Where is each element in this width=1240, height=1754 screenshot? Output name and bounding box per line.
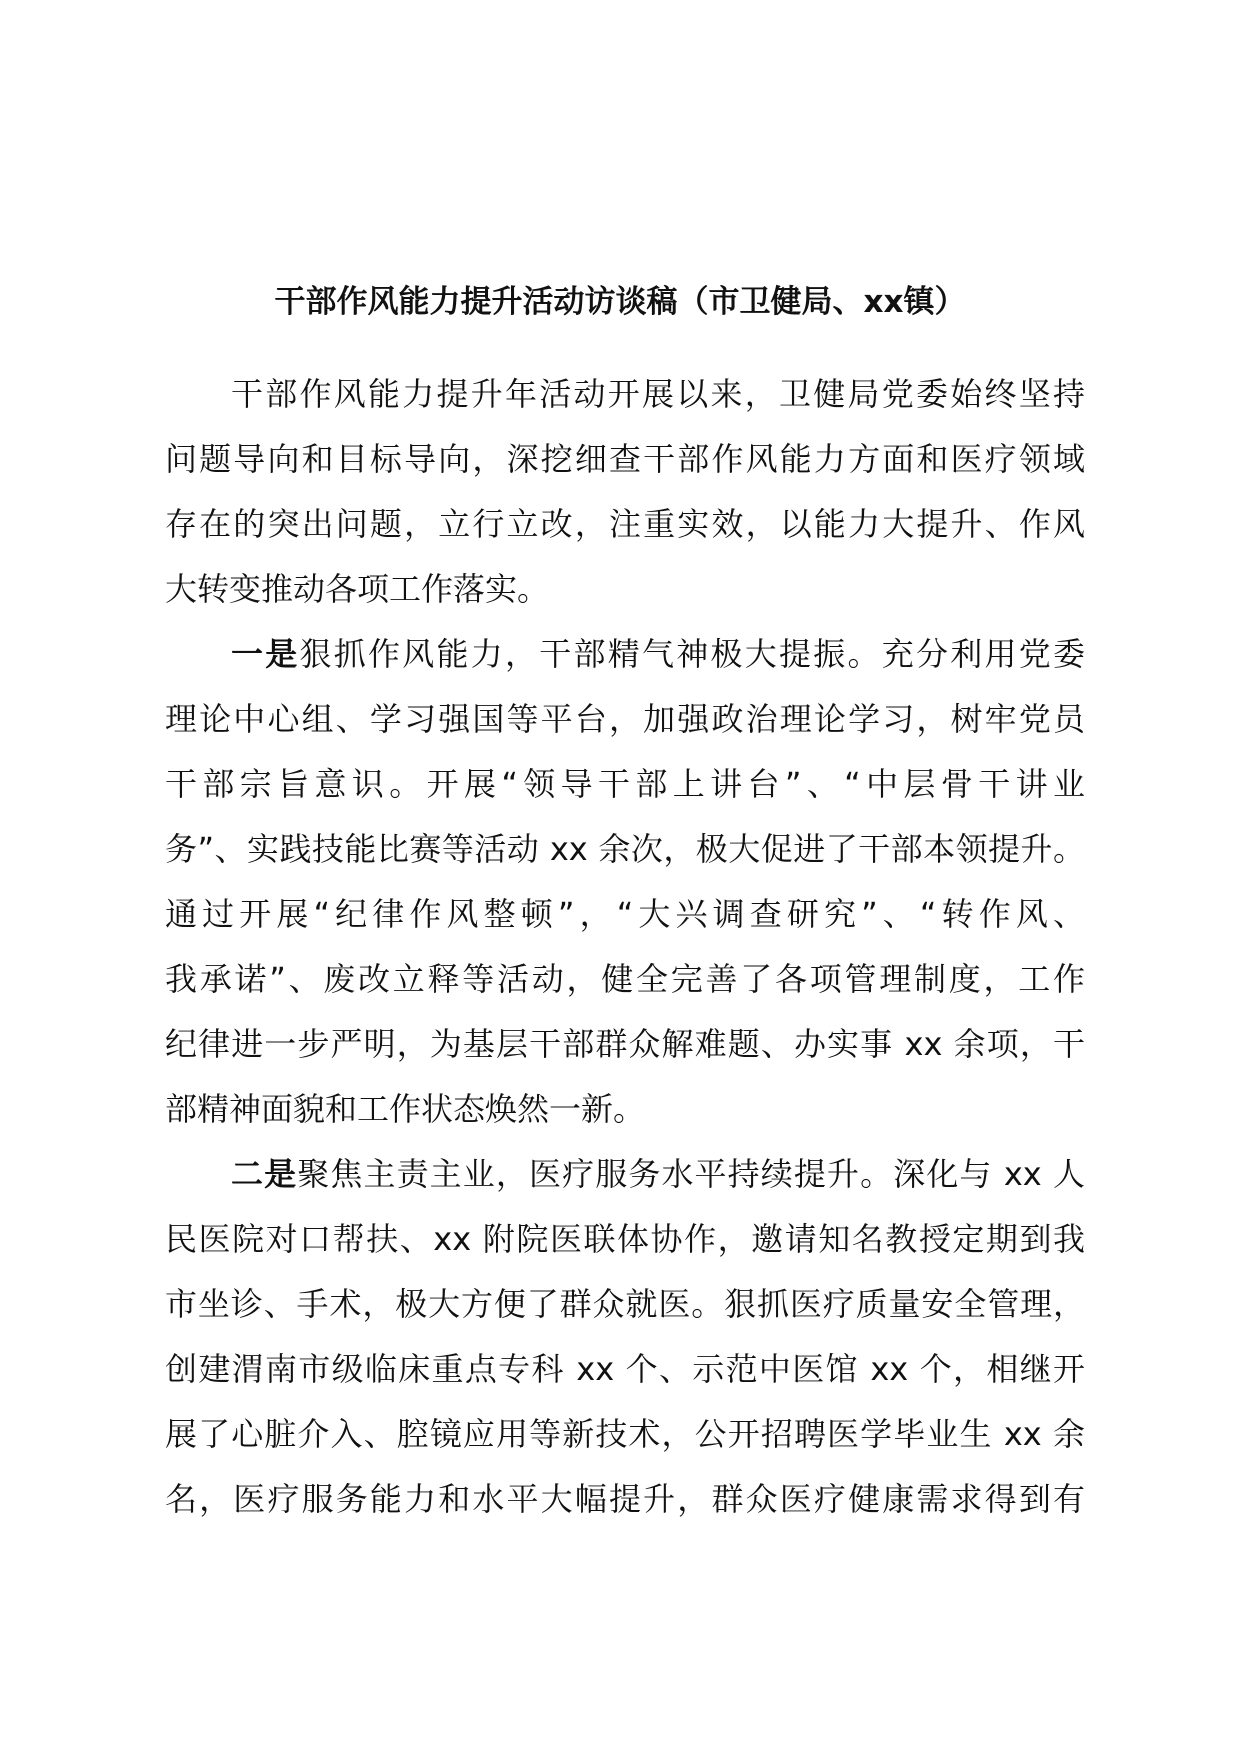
text-line: 务”、实践技能比赛等活动 xx 余次，极大促进了干部本领提升。 — [165, 830, 1085, 868]
document-body — [165, 362, 1085, 1532]
paragraph-second-point — [165, 1142, 1085, 1532]
paragraph-intro — [165, 362, 1085, 622]
paragraph-lead: 二是 — [231, 1155, 298, 1193]
paragraph-lead: 一是 — [231, 635, 300, 673]
text-line: 市坐诊、手术，极大方便了群众就医。狠抓医疗质量安全管理， — [165, 1285, 1085, 1323]
text-line: 部精神面貌和工作状态焕然一新。 — [165, 1090, 646, 1128]
text-line: 通过开展“纪律作风整顿”，“大兴调查研究”、“转作风、 — [165, 895, 1085, 933]
document-title: 干部作风能力提升活动访谈稿（市卫健局、xx镇） — [274, 284, 966, 320]
text-line: 问题导向和目标导向，深挖细查干部作风能力方面和医疗领域 — [165, 440, 1085, 478]
text-line — [165, 1142, 1085, 1207]
paragraph-first-point — [165, 622, 1085, 1142]
text-line: 理论中心组、学习强国等平台，加强政治理论学习，树牢党员 — [165, 700, 1085, 738]
text-line-rest: 聚焦主责主业，医疗服务水平持续提升。深化与 xx 人 — [297, 1155, 1085, 1193]
text-line: 大转变推动各项工作落实。 — [165, 570, 550, 608]
text-line-rest: 狠抓作风能力，干部精气神极大提振。充分利用党委 — [299, 635, 1085, 673]
text-line — [165, 622, 1085, 687]
text-line: 纪律进一步严明，为基层干部群众解难题、办实事 xx 余项，干 — [165, 1025, 1085, 1063]
text-line: 我承诺”、废改立释等活动，健全完善了各项管理制度，工作 — [165, 960, 1085, 998]
text-line: 民医院对口帮扶、xx 附院医联体协作，邀请知名教授定期到我 — [165, 1220, 1085, 1258]
text-line: 干部宗旨意识。开展“领导干部上讲台”、“中层骨干讲业 — [165, 765, 1085, 803]
text-line: 创建渭南市级临床重点专科 xx 个、示范中医馆 xx 个，相继开 — [165, 1350, 1085, 1388]
text-line: 干部作风能力提升年活动开展以来，卫健局党委始终坚持 — [231, 375, 1085, 413]
text-line: 展了心脏介入、腔镜应用等新技术，公开招聘医学毕业生 xx 余 — [165, 1415, 1085, 1453]
text-line: 名，医疗服务能力和水平大幅提升，群众医疗健康需求得到有 — [165, 1480, 1085, 1518]
text-line: 存在的突出问题，立行立改，注重实效，以能力大提升、作风 — [165, 505, 1085, 543]
